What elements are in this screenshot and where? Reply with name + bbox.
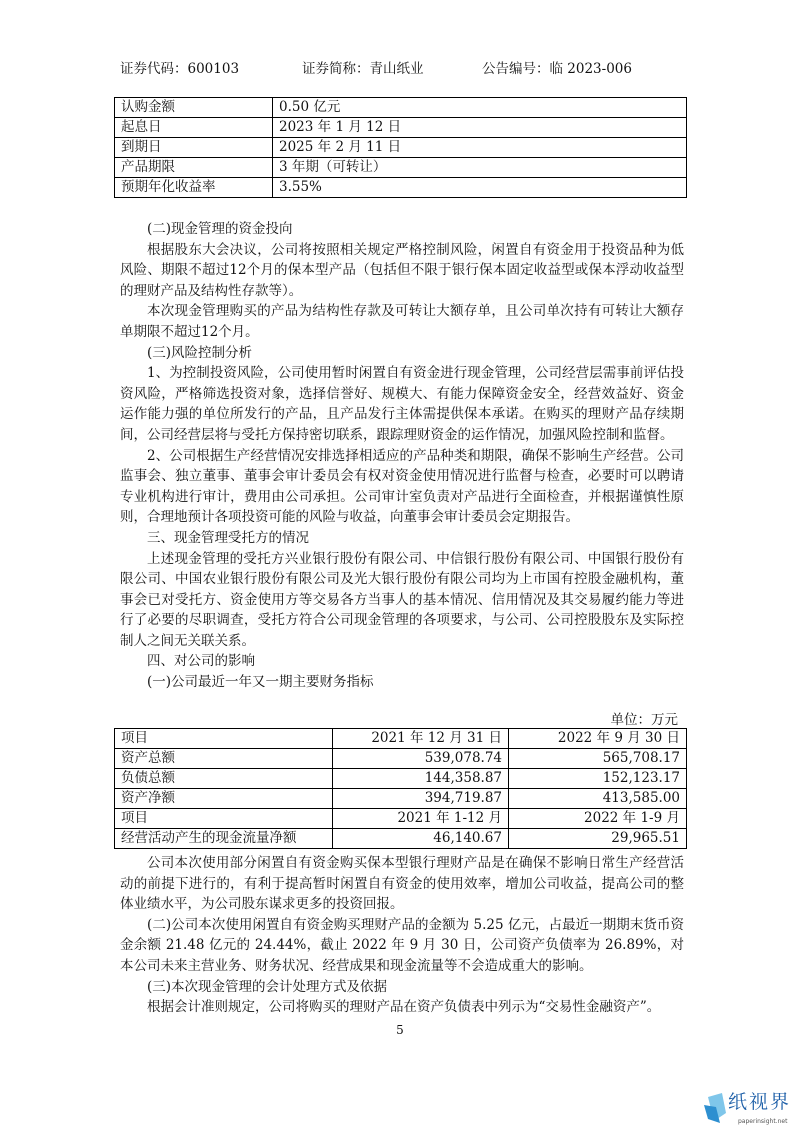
- stock-code: 证券代码：600103: [120, 61, 240, 77]
- paragraph: 1、为控制投资风险，公司使用暂时闲置自有资金进行现金管理，公司经营层需事前评估投资风险，严格筛选投资对象，选择信誉好、规模大、有能力保障资金安全，经营效益好、资金运作能力强的单位所发行的产品，且产品发行主体需提供保本承诺。在购买的理财产品存续期间，公司经营层将与受托方保持密切联系，跟踪理财资金的运作情况，加强风险控制和监督。: [120, 365, 684, 443]
- row-label: 预期年化收益率: [115, 178, 273, 198]
- paragraph: (二)公司本次使用闲置自有资金购买理财产品的金额为 5.25 亿元，占最近一期期末货币资金余额 21.48 亿元的 24.44%，截止 2022 年 9 月 30 日，公司资产负债率为 26.89%，对本公司未来主营业务、财务状况、经营成果和现金流量等不会造成重大的影响。: [120, 916, 684, 974]
- row-value: 152,123.17: [509, 769, 687, 789]
- paragraph: 四、对公司的影响: [147, 653, 255, 670]
- paragraph: 三、现金管理受托方的情况: [147, 529, 309, 546]
- watermark-url: paperinsight.net: [738, 1118, 788, 1125]
- watermark-text: 纸视界: [728, 1091, 792, 1113]
- row-value: 144,358.87: [333, 769, 509, 789]
- paragraph: 根据股东大会决议，公司将按照相关规定严格控制风险，闲置自有资金用于投资品种为低风险、期限不超过12个月的保本型产品（包括但不限于银行保本固定收益型或保本浮动收益型的理财产品及结构性存款等）。: [120, 241, 684, 299]
- paragraph: 公司本次使用部分闲置自有资金购买保本型银行理财产品是在确保不影响日常生产经营活动的前提下进行的，有利于提高暂时闲置自有资金的使用效率，增加公司收益，提高公司的整体业绩水平，为公司股东谋求更多的投资回报。: [120, 855, 684, 913]
- row-value: 539,078.74: [333, 749, 509, 769]
- finance-table: [114, 728, 687, 849]
- row-value: 2021 年 12 月 31 日: [333, 729, 509, 749]
- paragraph: (一)公司最近一年又一期主要财务指标: [147, 674, 374, 691]
- page-number: 5: [396, 1023, 404, 1037]
- row-label: 负债总额: [115, 769, 333, 789]
- row-value: 394,719.87: [333, 789, 509, 809]
- row-value: 565,708.17: [509, 749, 687, 769]
- paragraph: (三)本次现金管理的会计处理方式及依据: [147, 978, 388, 995]
- row-value: 2025 年 2 月 11 日: [273, 138, 687, 158]
- row-label: 到期日: [115, 138, 273, 158]
- row-value: 2021 年 1-12 月: [333, 809, 509, 829]
- notice-number: 公告编号：临 2023-006: [482, 61, 632, 77]
- product-table-row: [115, 178, 687, 198]
- stock-short-name: 证券简称：青山纸业: [302, 61, 424, 77]
- paragraph: (三)风险控制分析: [147, 344, 253, 361]
- paragraph: 本次现金管理购买的产品为结构性存款及可转让大额存单，且公司单次持有可转让大额存单期限不超过12个月。: [120, 303, 684, 340]
- finance-table-row: [115, 809, 687, 829]
- row-label: 经营活动产生的现金流量净额: [115, 829, 333, 849]
- row-label: 资产净额: [115, 789, 333, 809]
- row-label: 产品期限: [115, 158, 273, 178]
- paragraph: (二)现金管理的资金投向: [147, 221, 293, 237]
- row-value: 46,140.67: [333, 829, 509, 849]
- body-section-a: [120, 219, 684, 693]
- row-value: 29,965.51: [509, 829, 687, 849]
- row-value: 3.55%: [273, 178, 687, 198]
- page-header: [120, 57, 720, 81]
- paragraph: 上述现金管理的受托方兴业银行股份有限公司、中信银行股份有限公司、中国银行股份有限公司、中国农业银行股份有限公司及光大银行股份有限公司均为上市国有控股金融机构，董事会已对受托方、资金使用方等交易各方当事人的基本情况、信用情况及其交易履约能力等进行了必要的尽职调查，受托方符合公司现金管理的各项要求，与公司、公司控股股东及实际控制人之间无关联关系。: [120, 550, 684, 649]
- row-value: 2022 年 9 月 30 日: [509, 729, 687, 749]
- product-table-row: [115, 118, 687, 138]
- product-table-row: [115, 158, 687, 178]
- row-value: 3 年期（可转让）: [273, 158, 687, 178]
- row-label: 项目: [115, 809, 333, 829]
- unit-label: 单位：万元: [610, 712, 678, 728]
- finance-table-row: [115, 729, 687, 749]
- body-section-b: [120, 853, 684, 1018]
- row-label: 起息日: [115, 118, 273, 138]
- row-value: 0.50 亿元: [273, 98, 687, 118]
- row-value: 2023 年 1 月 12 日: [273, 118, 687, 138]
- row-label: 认购金额: [115, 98, 273, 118]
- row-label: 资产总额: [115, 749, 333, 769]
- product-table-row: [115, 138, 687, 158]
- finance-table-row: [115, 749, 687, 769]
- finance-table-row: [115, 789, 687, 809]
- row-value: 413,585.00: [509, 789, 687, 809]
- paragraph: 根据会计准则规定，公司将购买的理财产品在资产负债表中列示为“交易性金融资产”。: [147, 999, 661, 1016]
- product-table-row: [115, 98, 687, 118]
- product-table: [114, 97, 687, 198]
- finance-table-row: [115, 769, 687, 789]
- row-value: 2022 年 1-9 月: [509, 809, 687, 829]
- paragraph: 2、公司根据生产经营情况安排选择相适应的产品种类和期限，确保不影响生产经营。公司监事会、独立董事、董事会审计委员会有权对资金使用情况进行监督与检查，必要时可以聘请专业机构进行审计，费用由公司承担。公司审计室负责对产品进行全面检查，并根据谨慎性原则，合理地预计各项投资可能的风险与收益，向董事会审计委员会定期报告。: [120, 447, 684, 526]
- finance-table-row: [115, 829, 687, 849]
- row-label: 项目: [115, 729, 333, 749]
